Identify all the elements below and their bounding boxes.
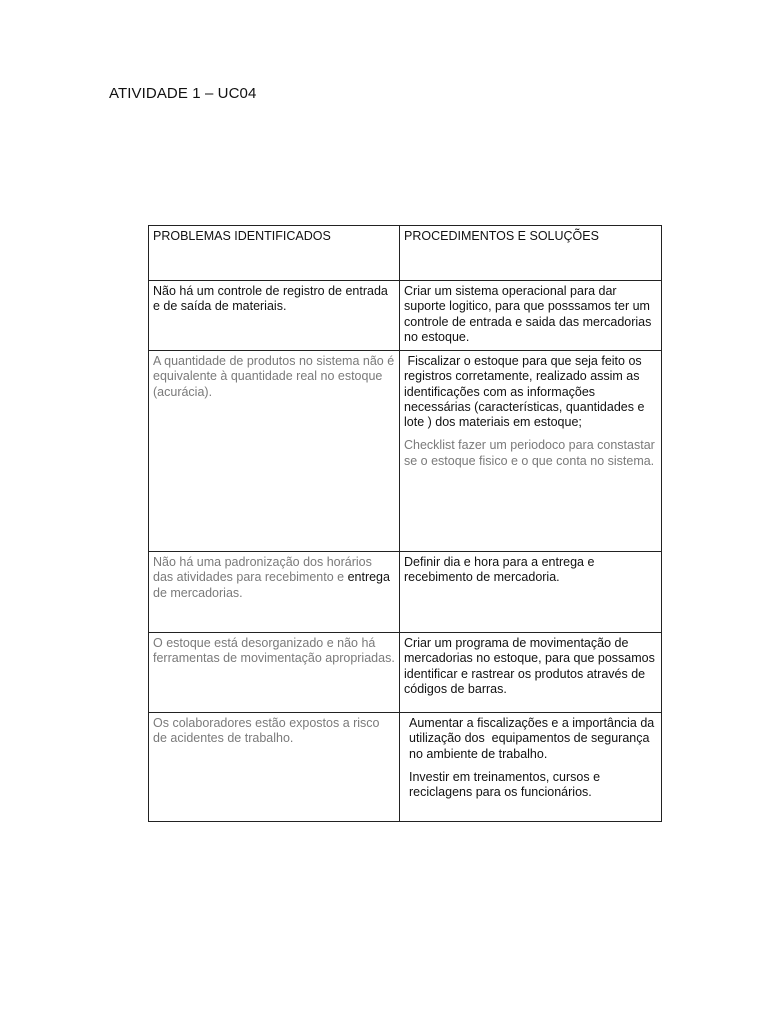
table-row	[149, 633, 662, 713]
solution-text: Definir dia e hora para a entrega e recebimento de mercadoria.	[404, 555, 595, 585]
column-header-problems: PROBLEMAS IDENTIFICADOS	[149, 226, 400, 281]
solution-text: Criar um programa de movimentação de mercadorias no estoque, para que possamos identificar e rastrear os produtos através de códigos de barras.	[404, 636, 655, 696]
table-row	[149, 552, 662, 633]
solution-cell	[400, 281, 662, 351]
table-row	[149, 351, 662, 552]
problem-cell	[149, 552, 400, 633]
solution-text: Fiscalizar o estoque para que seja feito os registros corretamente, realizado assim as identificações com as informações necessárias (características, quantidades e lote ) dos materiais em estoque;	[404, 354, 648, 430]
table-row	[149, 281, 662, 351]
problem-cell	[149, 281, 400, 351]
problem-cell	[149, 351, 400, 552]
problem-text-part: entrega	[347, 570, 390, 585]
column-header-solutions: PROCEDIMENTOS E SOLUÇÕES	[400, 226, 662, 281]
problem-text: O estoque está desorganizado e não há ferramentas de movimentação apropriadas.	[153, 636, 395, 666]
table-header-row	[149, 226, 662, 281]
problem-cell	[149, 713, 400, 822]
problem-text: A quantidade de produtos no sistema não é equivalente à quantidade real no estoque (acurácia).	[153, 354, 395, 399]
solution-text: Investir em treinamentos, cursos e reciclagens para os funcionários.	[409, 769, 601, 800]
problem-text-part: de mercadorias.	[153, 585, 243, 600]
solution-cell	[400, 713, 662, 822]
table-row	[149, 713, 662, 822]
problem-text-part: Não há uma padronização dos horários das atividades para recebimento e	[153, 555, 372, 585]
solution-text: Criar um sistema operacional para dar suporte logitico, para que posssamos ter um controle de entrada e saida das mercadorias no estoque.	[404, 284, 652, 344]
solution-cell	[400, 633, 662, 713]
problems-solutions-table	[148, 225, 662, 822]
document-title: ATIVIDADE 1 – UC04	[109, 85, 257, 102]
solution-cell	[400, 552, 662, 633]
solution-text: Aumentar a fiscalizações e a importância da utilização dos equipamentos de segurança no ambiente de trabalho.	[409, 716, 658, 761]
problem-text: Não há um controle de registro de entrada e de saída de materiais.	[153, 284, 388, 314]
solution-text: Checklist fazer um periodoco para constastar se o estoque fisico e o que conta no sistema.	[404, 438, 655, 468]
solution-cell	[400, 351, 662, 552]
problem-cell	[149, 633, 400, 713]
problem-text: Os colaboradores estão expostos a risco de acidentes de trabalho.	[153, 716, 380, 746]
